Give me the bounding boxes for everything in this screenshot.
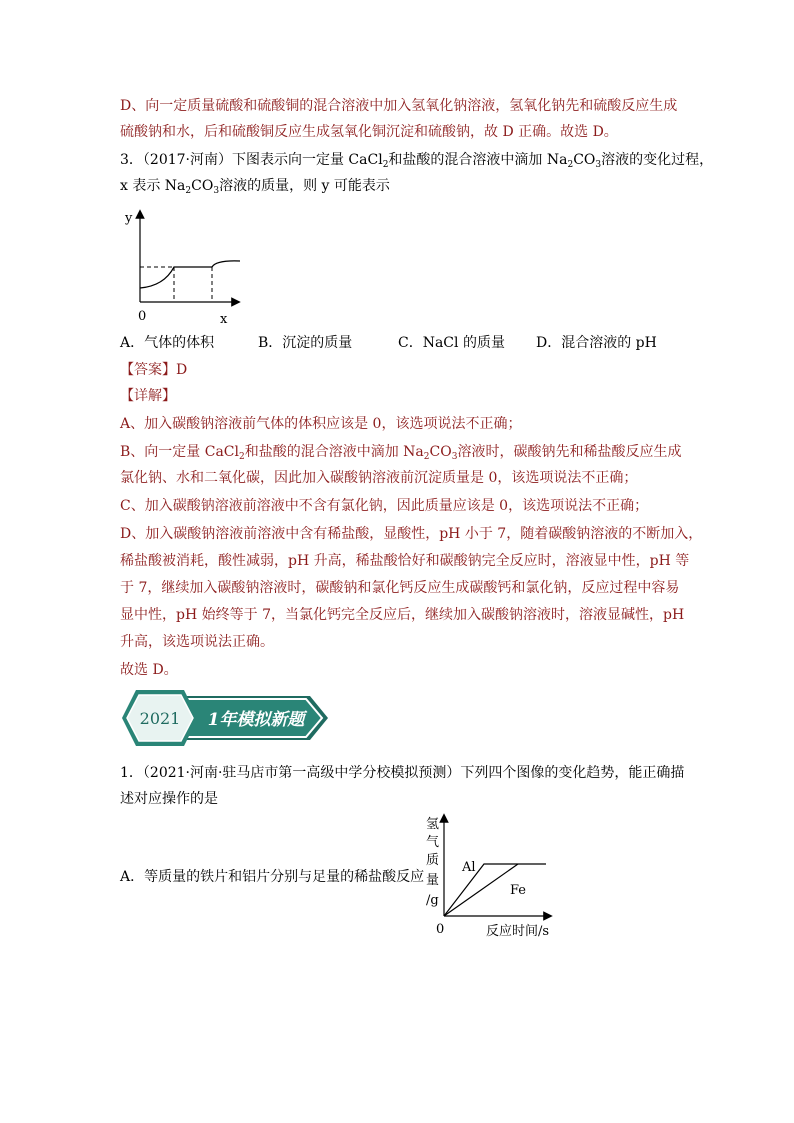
- banner-title: 1年模拟新题: [207, 710, 305, 730]
- q3-detail-d-line-3: 于 7，继续加入碳酸钠溶液时，碳酸钠和氯化钙反应生成碳酸钙和氯化钠，反应过程中容易: [120, 580, 680, 596]
- q3-detail-a: A、加入碳酸钠溶液前气体的体积应该是 0，该选项说法不正确；: [120, 416, 522, 432]
- q1-graph-fe-line: [444, 864, 518, 916]
- q1-option-a-graph: [418, 812, 568, 940]
- q3-detail-d-line-2: 稀盐酸被消耗，酸性减弱，pH 升高，稀盐酸恰好和碳酸钠完全反应时，溶液显中性，pH 等: [120, 553, 690, 569]
- q3-conclusion: 故选 D。: [120, 662, 178, 678]
- previous-answer-line-1: D、向一定质量硫酸和硫酸铜的混合溶液中加入氢氧化钠溶液，氢氧化钠先和硫酸反应生成: [120, 98, 678, 114]
- q3-detail-b-line-1: B、向一定量 CaCl$_2$和盐酸的混合溶液中滴加 $Na_2CO_3$溶液时，碳酸钠先和稀盐酸反应生成: [120, 444, 682, 462]
- svg-text:气: 气: [426, 835, 440, 850]
- svg-text:质: 质: [426, 853, 440, 868]
- q3-detail-title: 【详解】: [120, 388, 176, 404]
- q3-graph: [118, 206, 248, 328]
- q3-option-b: B．沉淀的质量: [258, 335, 353, 351]
- svg-text:氢: 氢: [426, 817, 440, 832]
- q3-option-a: A．气体的体积: [120, 335, 215, 351]
- q3-stem-line-1: 3．（2017·河南）下图表示向一定量 CaCl$_2$和盐酸的混合溶液中滴加 $Na_2CO_3$溶液的变化过程，: [120, 152, 714, 170]
- q3-option-c: C．NaCl 的质量: [398, 335, 505, 351]
- q3-detail-b-line-2: 氯化钠、水和二氧化碳，因此加入碳酸钠溶液前沉淀质量是 0，该选项说法不正确；: [120, 470, 638, 486]
- q3-options: [120, 333, 657, 353]
- q3-stem-line-2: x 表示 $Na_2CO_3$溶液的质量，则 y 可能表示: [120, 178, 390, 196]
- q1-stem-line-2: 述对应操作的是: [120, 791, 218, 807]
- q3-detail-d-line-4: 显中性，pH 始终等于 7，当氯化钙完全反应后，继续加入碳酸钠溶液时，溶液显碱性，pH: [120, 607, 685, 623]
- q3-option-d: D．混合溶液的 pH: [536, 335, 657, 351]
- banner-year: 2021: [139, 709, 181, 728]
- q3-detail-d-line-1: D、加入碳酸钠溶液前溶液中含有稀盐酸，显酸性，pH 小于 7，随着碳酸钠溶液的不断加入，: [120, 526, 703, 542]
- q1-option-a: A．等质量的铁片和铝片分别与足量的稀盐酸反应: [120, 869, 425, 885]
- q1-graph-al-label: Al: [462, 860, 476, 875]
- q1-graph-ylabel: [426, 817, 439, 908]
- svg-text:/g: /g: [426, 893, 439, 908]
- q3-answer: 【答案】D: [120, 362, 188, 378]
- q3-graph-ylabel: y: [125, 211, 133, 226]
- q1-graph-origin: 0: [436, 922, 445, 937]
- previous-answer-line-2: 硫酸钠和水，后和硫酸铜反应生成氢氧化铜沉淀和硫酸钠，故 D 正确。故选 D。: [120, 124, 618, 140]
- svg-text:量: 量: [426, 873, 440, 888]
- q1-graph-fe-label: Fe: [510, 883, 527, 898]
- q1-stem-line-1: 1．（2021·河南·驻马店市第一高级中学分校模拟预测）下列四个图像的变化趋势，能正确描: [120, 765, 685, 781]
- q3-detail-c: C、加入碳酸钠溶液前溶液中不含有氯化钠，因此质量应该是 0，该选项说法不正确；: [120, 498, 649, 514]
- q3-graph-curve: [140, 261, 240, 288]
- q1-graph-xlabel: 反应时间/s: [486, 924, 550, 939]
- q3-detail-d-line-5: 升高，该选项说法正确。: [120, 634, 274, 650]
- q3-graph-xlabel: x: [220, 312, 228, 327]
- q1-graph-al-line: [444, 864, 546, 916]
- q3-graph-origin: 0: [138, 309, 147, 324]
- section-banner: [122, 690, 332, 746]
